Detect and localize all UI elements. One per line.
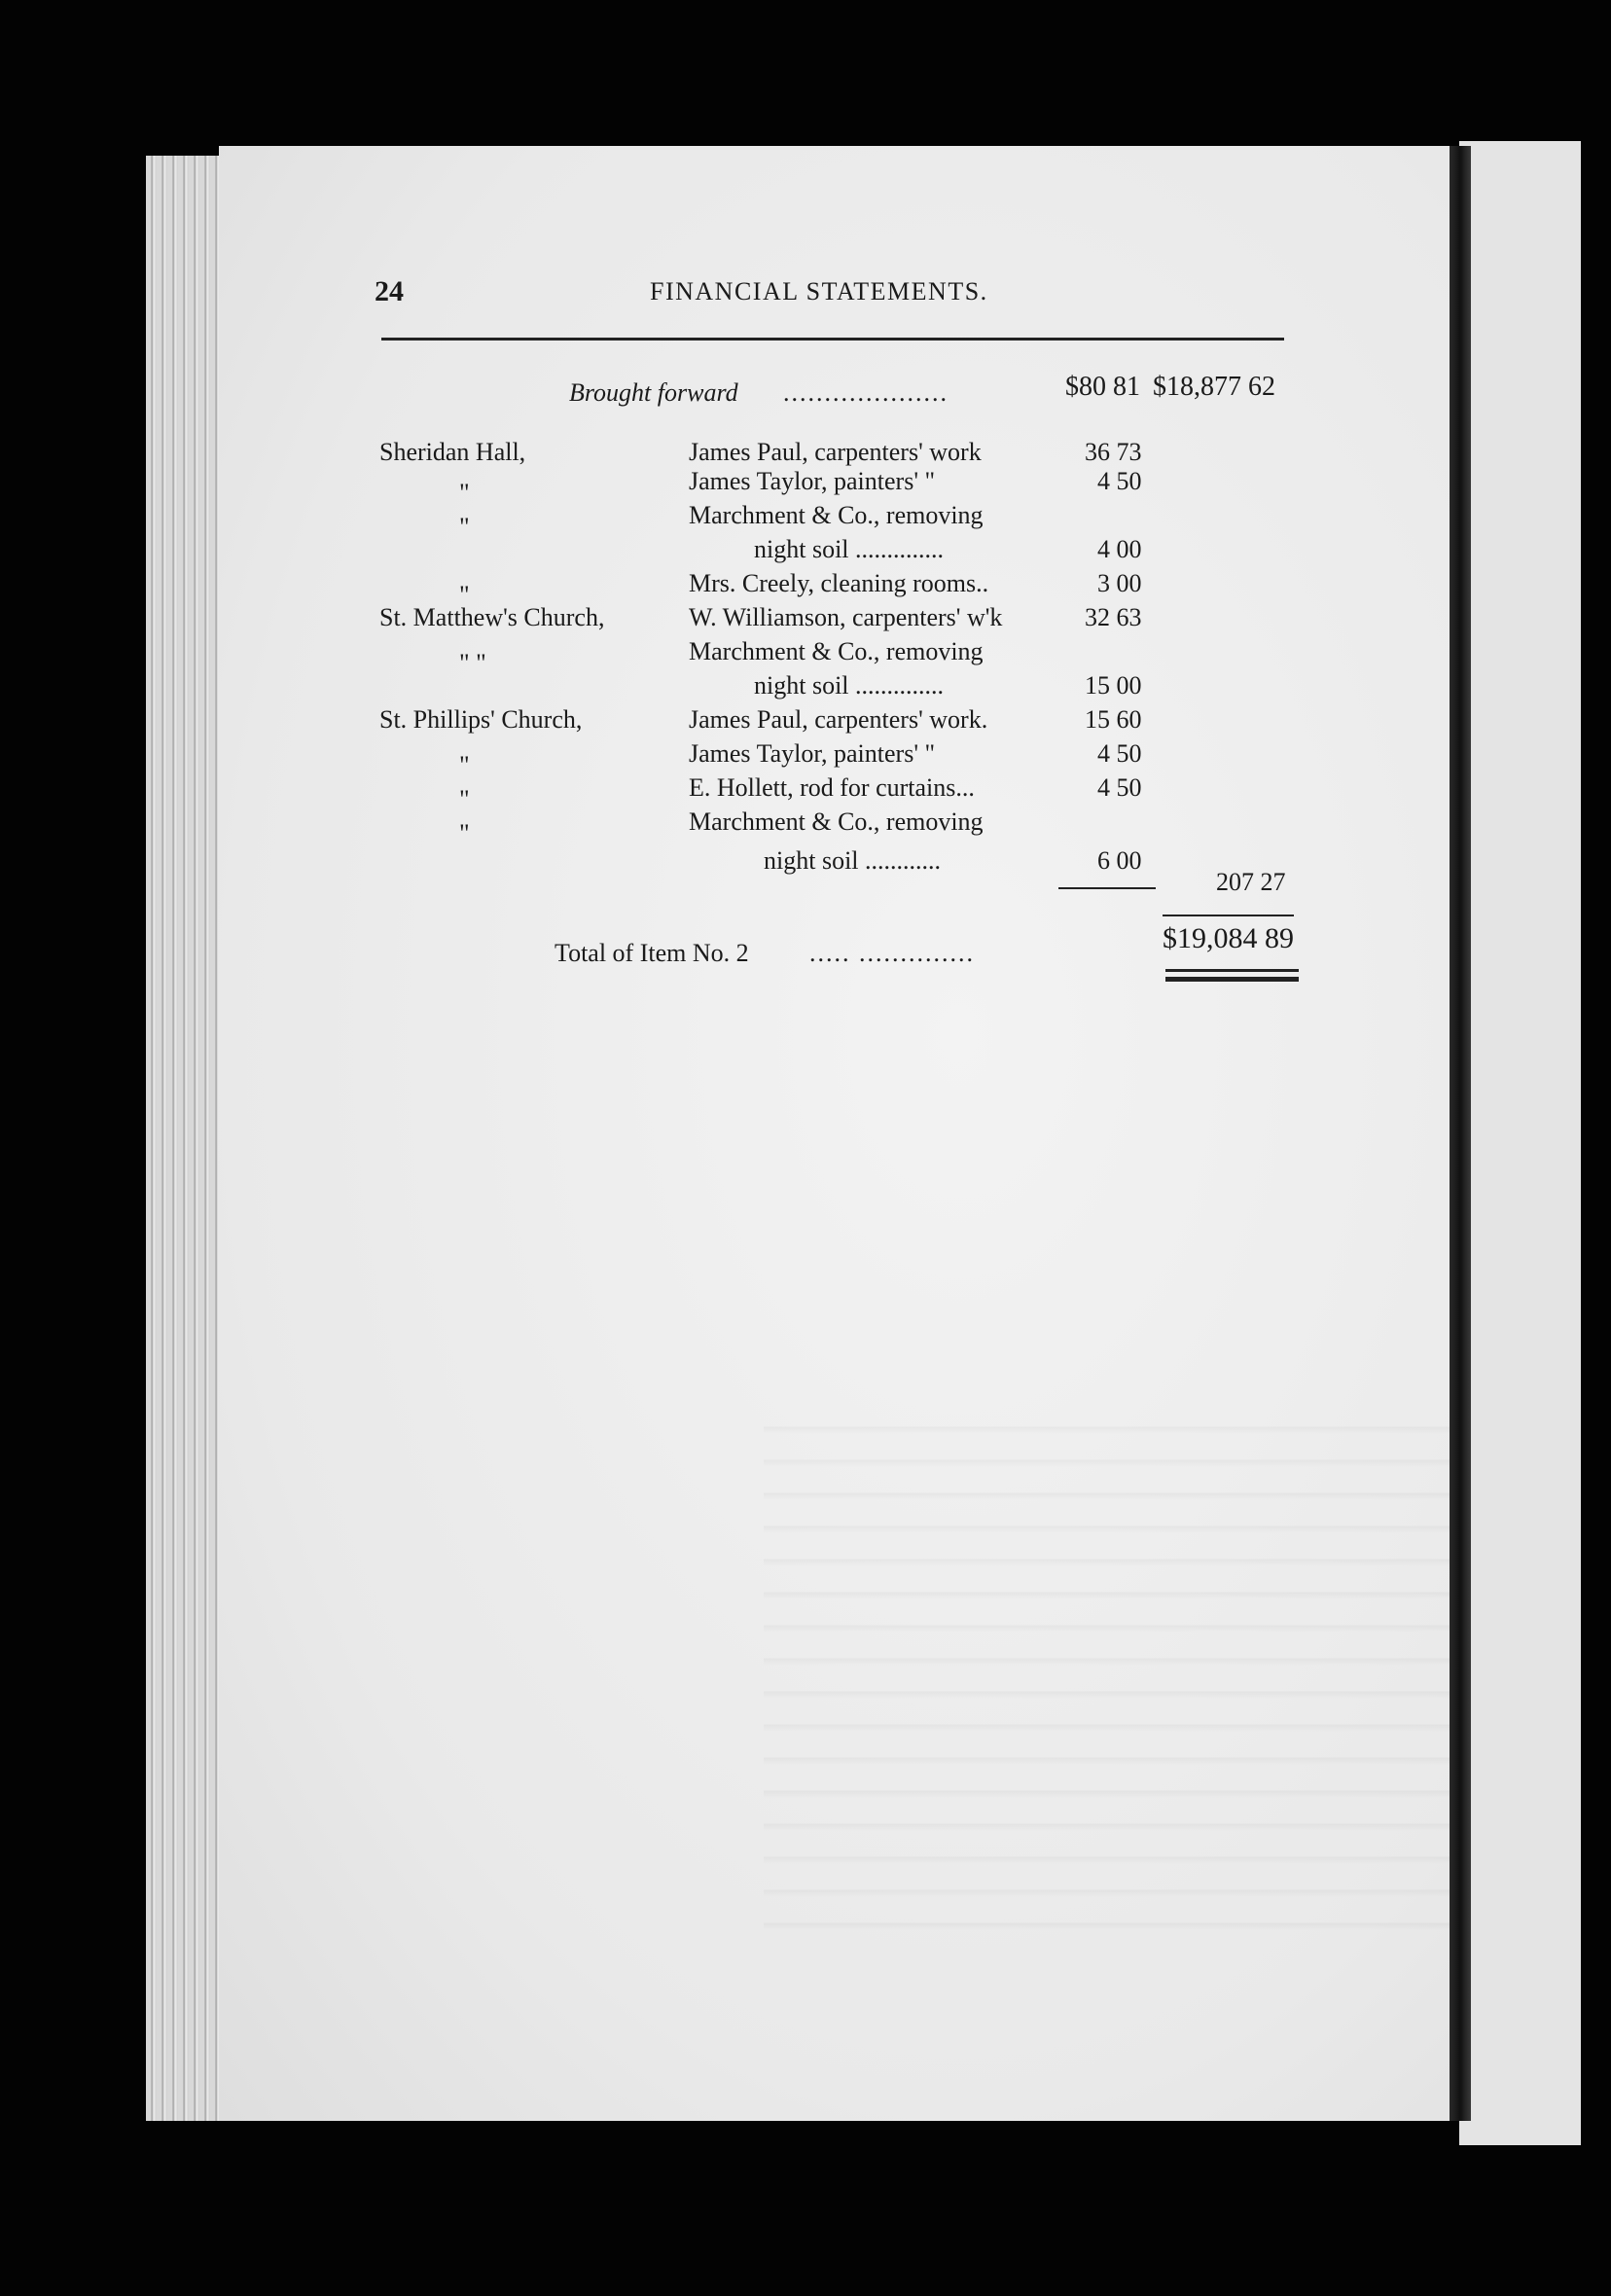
- row-place: ": [459, 581, 470, 609]
- header-rule: [381, 338, 1284, 341]
- row-place: ": [459, 751, 470, 779]
- row-description: Marchment & Co., removing: [689, 807, 984, 836]
- row-amount: 6 00: [1097, 846, 1142, 875]
- row-amount: 15 00: [1085, 671, 1142, 700]
- total-rule-top: [1163, 915, 1294, 916]
- bleed-through-text: [764, 1401, 1464, 1946]
- row-amount: 36 73: [1085, 438, 1142, 466]
- row-amount: 4 50: [1097, 773, 1142, 802]
- row-description: E. Hollett, rod for curtains...: [689, 773, 975, 802]
- facing-page: [1459, 141, 1581, 2145]
- brought-forward-col2: $18,877 62: [1153, 372, 1275, 402]
- row-place: ": [459, 513, 470, 541]
- brought-forward-col1: $80 81: [1065, 372, 1140, 402]
- total-leader-dots: ..... ..............: [809, 939, 975, 967]
- row-description: night soil ..............: [754, 535, 945, 563]
- row-place: ": [459, 819, 470, 847]
- row-amount: 4 00: [1097, 535, 1142, 563]
- subtotal-rule: [1058, 887, 1156, 889]
- total-amount: $19,084 89: [1163, 922, 1294, 954]
- row-amount: 3 00: [1097, 569, 1142, 597]
- row-description: Marchment & Co., removing: [689, 637, 984, 665]
- leader-dots: ....................: [783, 378, 949, 407]
- row-description: James Paul, carpenters' work: [689, 438, 982, 466]
- row-place: St. Phillips' Church,: [379, 705, 583, 734]
- row-description: James Taylor, painters' ": [689, 739, 936, 768]
- row-amount: 15 60: [1085, 705, 1142, 734]
- total-double-rule-2: [1165, 977, 1299, 982]
- brought-forward-label: Brought forward: [569, 378, 738, 407]
- row-description: night soil ..............: [754, 671, 945, 700]
- book-gutter: [1450, 146, 1471, 2121]
- running-head: FINANCIAL STATEMENTS.: [650, 277, 988, 305]
- row-place: " ": [459, 649, 486, 677]
- page-number: 24: [375, 275, 404, 307]
- row-amount: 32 63: [1085, 603, 1142, 631]
- row-description: James Taylor, painters' ": [689, 467, 936, 495]
- row-place: ": [459, 785, 470, 813]
- row-description: Mrs. Creely, cleaning rooms..: [689, 569, 989, 597]
- row-place: Sheridan Hall,: [379, 438, 526, 466]
- row-description: night soil ............: [764, 846, 942, 875]
- total-label: Total of Item No. 2: [555, 939, 749, 967]
- row-place: St. Matthew's Church,: [379, 603, 605, 631]
- row-amount: 4 50: [1097, 467, 1142, 495]
- row-description: Marchment & Co., removing: [689, 501, 984, 529]
- total-double-rule-1: [1165, 969, 1299, 972]
- row-place: ": [459, 479, 470, 507]
- subtotal-amount: 207 27: [1216, 868, 1286, 896]
- row-description: James Paul, carpenters' work.: [689, 705, 988, 734]
- row-amount: 4 50: [1097, 739, 1142, 768]
- row-description: W. Williamson, carpenters' w'k: [689, 603, 1003, 631]
